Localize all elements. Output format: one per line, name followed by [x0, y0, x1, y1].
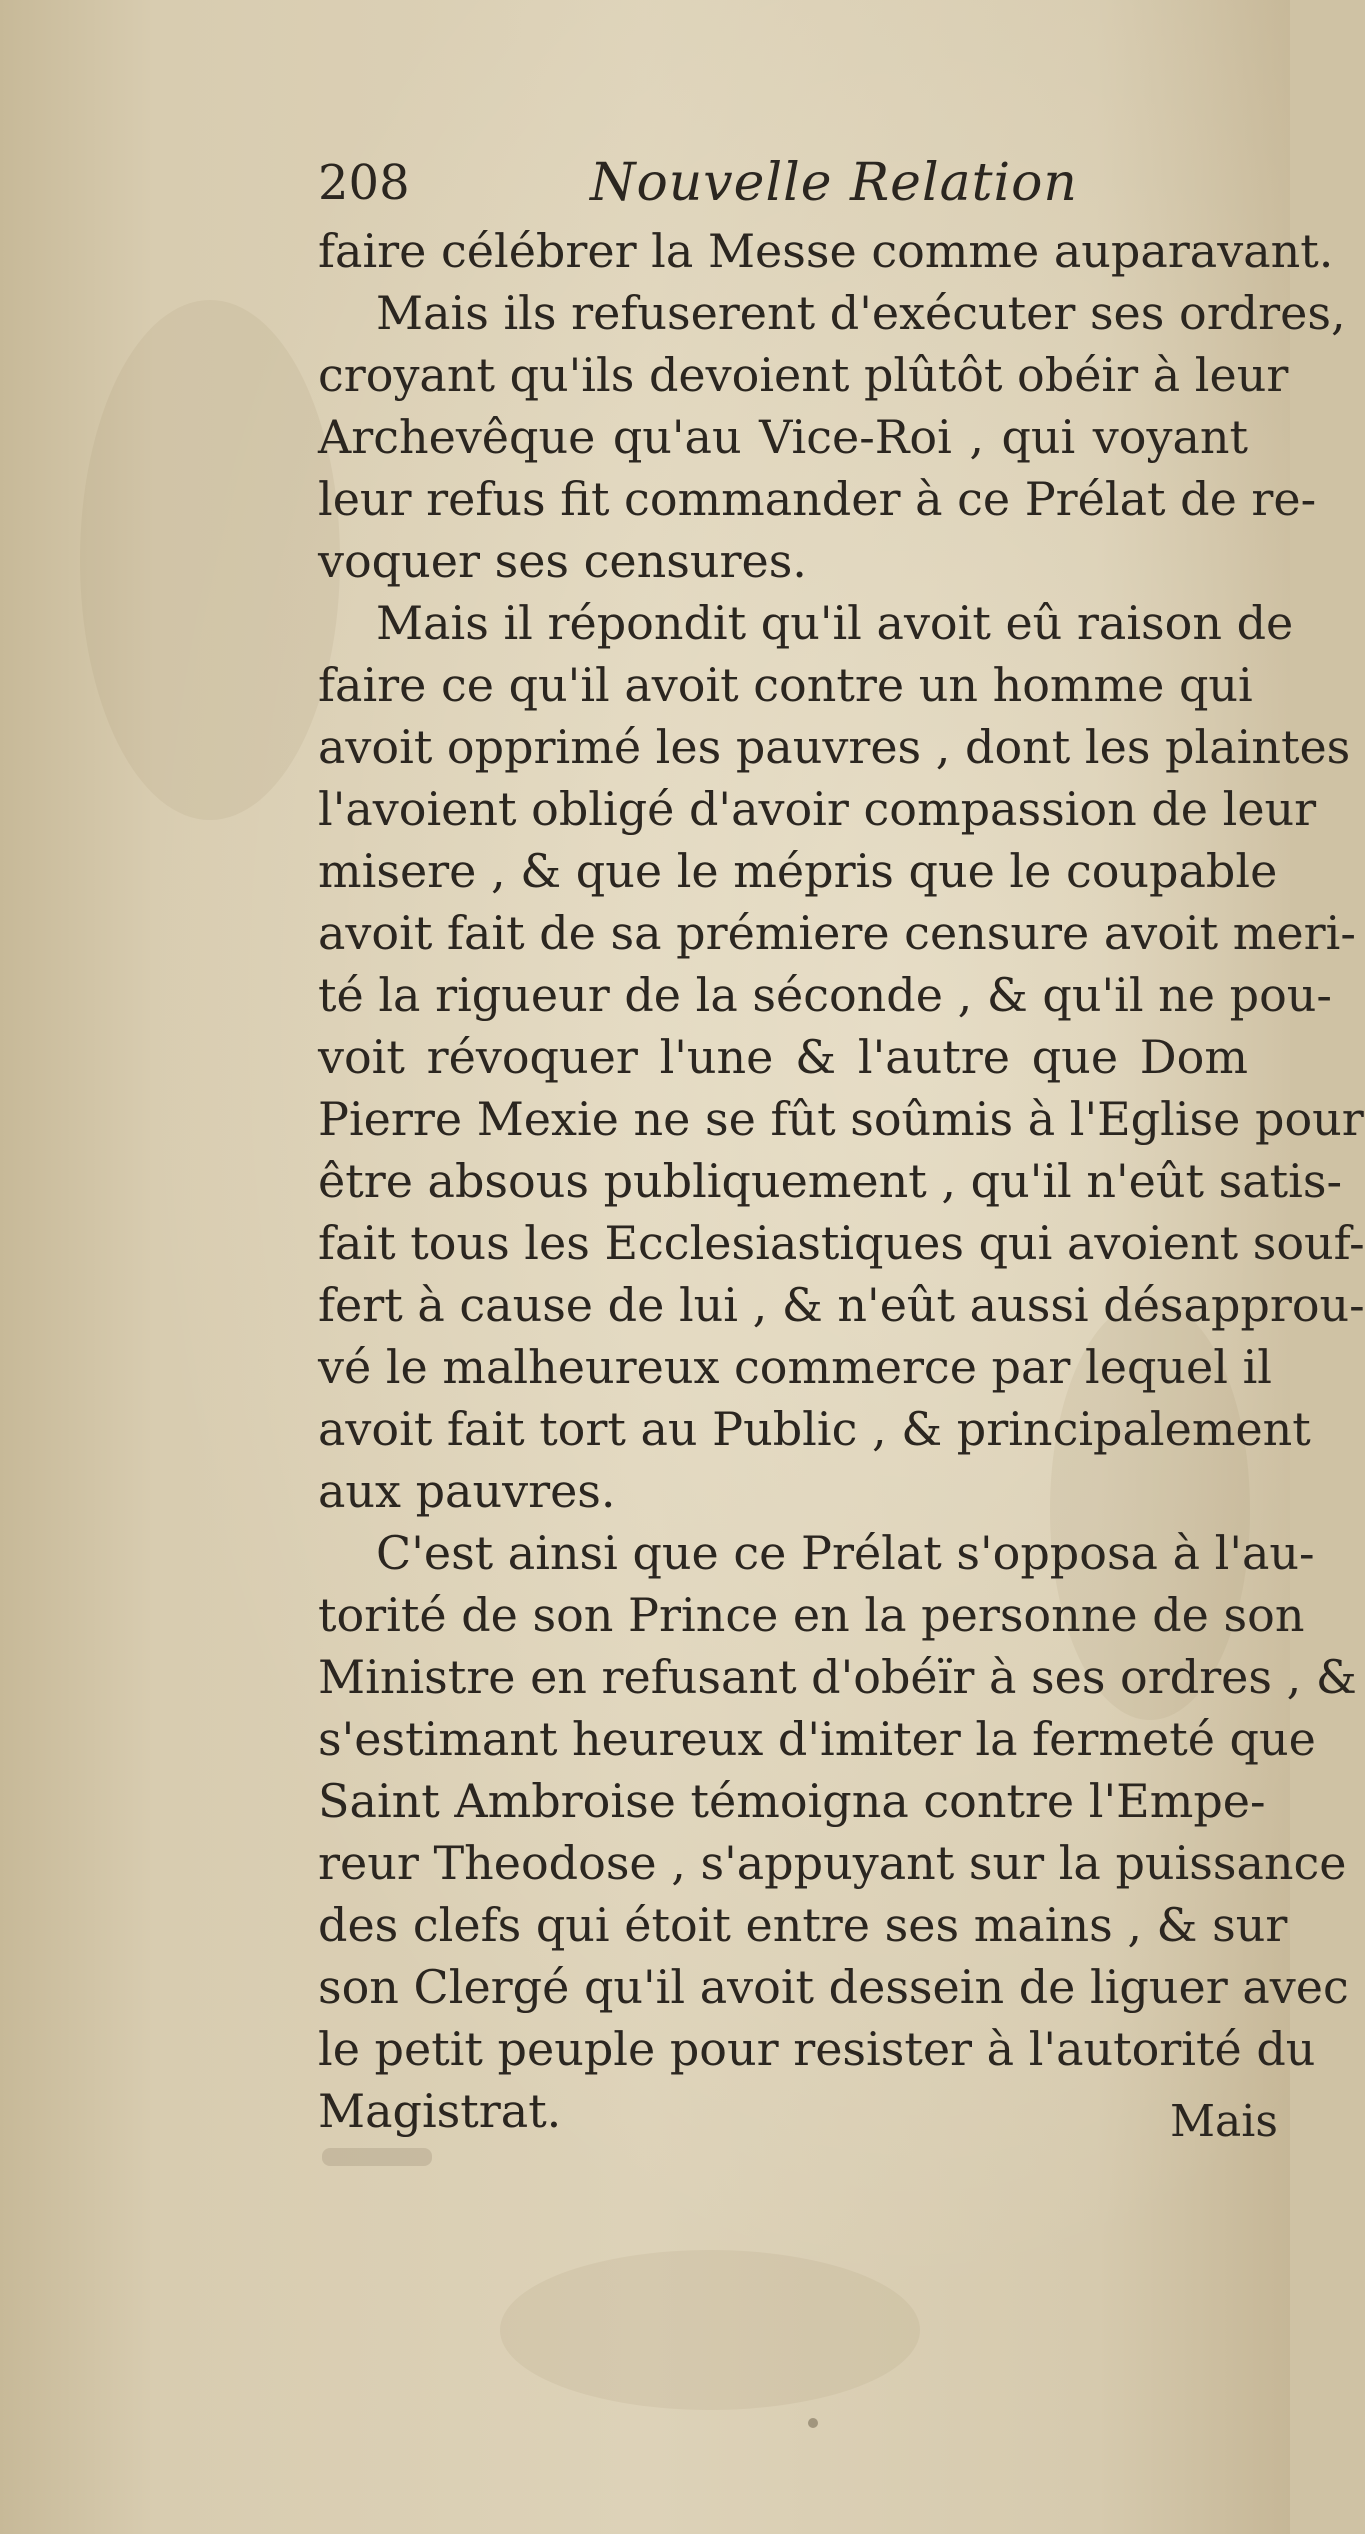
catchword: Mais [1170, 2096, 1278, 2147]
text-line: fert à cause de lui , & n'eût aussi désapprou- [318, 1278, 1365, 1332]
text-line: vé le malheureux commerce par lequel il [318, 1340, 1273, 1394]
text-line: croyant qu'ils devoient plûtôt obéir à leur [318, 348, 1289, 402]
paper-stain [80, 300, 340, 820]
text-line: Pierre Mexie ne se fût soûmis à l'Eglise pour [318, 1092, 1364, 1146]
text-line: faire célébrer la Messe comme auparavant. [318, 224, 1334, 278]
text-line: le petit peuple pour resister à l'autorité du [318, 2022, 1316, 2076]
text-line: avoit fait tort au Public , & principalement [318, 1402, 1311, 1456]
text-line: Archevêque qu'au Vice-Roi , qui voyant [318, 410, 1248, 464]
text-line: C'est ainsi que ce Prélat s'opposa à l'au- [376, 1526, 1315, 1580]
text-line: té la rigueur de la séconde , & qu'il ne pou- [318, 968, 1332, 1022]
text-line: Mais ils refuserent d'exécuter ses ordres, [376, 286, 1346, 340]
text-line: s'estimant heureux d'imiter la fermeté que [318, 1712, 1316, 1766]
page-header [318, 148, 1248, 218]
text-line: fait tous les Ecclesiastiques qui avoient souf- [318, 1216, 1365, 1270]
paper-stain [500, 2250, 920, 2410]
text-line: leur refus fit commander à ce Prélat de re- [318, 472, 1317, 526]
text-line: misere , & que le mépris que le coupable [318, 844, 1278, 898]
text-line: aux pauvres. [318, 1464, 616, 1518]
text-line: reur Theodose , s'appuyant sur la puissance [318, 1836, 1347, 1890]
text-line: son Clergé qu'il avoit dessein de liguer avec [318, 1960, 1349, 2014]
page-number: 208 [318, 155, 410, 211]
running-title: Nouvelle Relation [590, 153, 1078, 213]
text-line: faire ce qu'il avoit contre un homme qui [318, 658, 1253, 712]
text-line: avoit fait de sa prémiere censure avoit meri- [318, 906, 1356, 960]
text-line: Ministre en refusant d'obéïr à ses ordres , & [318, 1650, 1357, 1704]
text-line: des clefs qui étoit entre ses mains , & sur [318, 1898, 1288, 1952]
text-line: Mais il répondit qu'il avoit eû raison de [376, 596, 1294, 650]
ink-speck [808, 2418, 818, 2428]
text-line: avoit opprimé les pauvres , dont les plaintes [318, 720, 1351, 774]
text-line: Saint Ambroise témoigna contre l'Empe- [318, 1774, 1266, 1828]
text-line: voit révoquer l'une & l'autre que Dom [318, 1030, 1248, 1084]
text-line: Magistrat. [318, 2084, 562, 2138]
text-line: l'avoient obligé d'avoir compassion de leur [318, 782, 1317, 836]
text-line: être absous publiquement , qu'il n'eût satis- [318, 1154, 1342, 1208]
text-line: voquer ses censures. [318, 534, 807, 588]
body-text [318, 220, 1365, 2142]
text-line: torité de son Prince en la personne de son [318, 1588, 1305, 1642]
ink-smudge [322, 2148, 432, 2166]
